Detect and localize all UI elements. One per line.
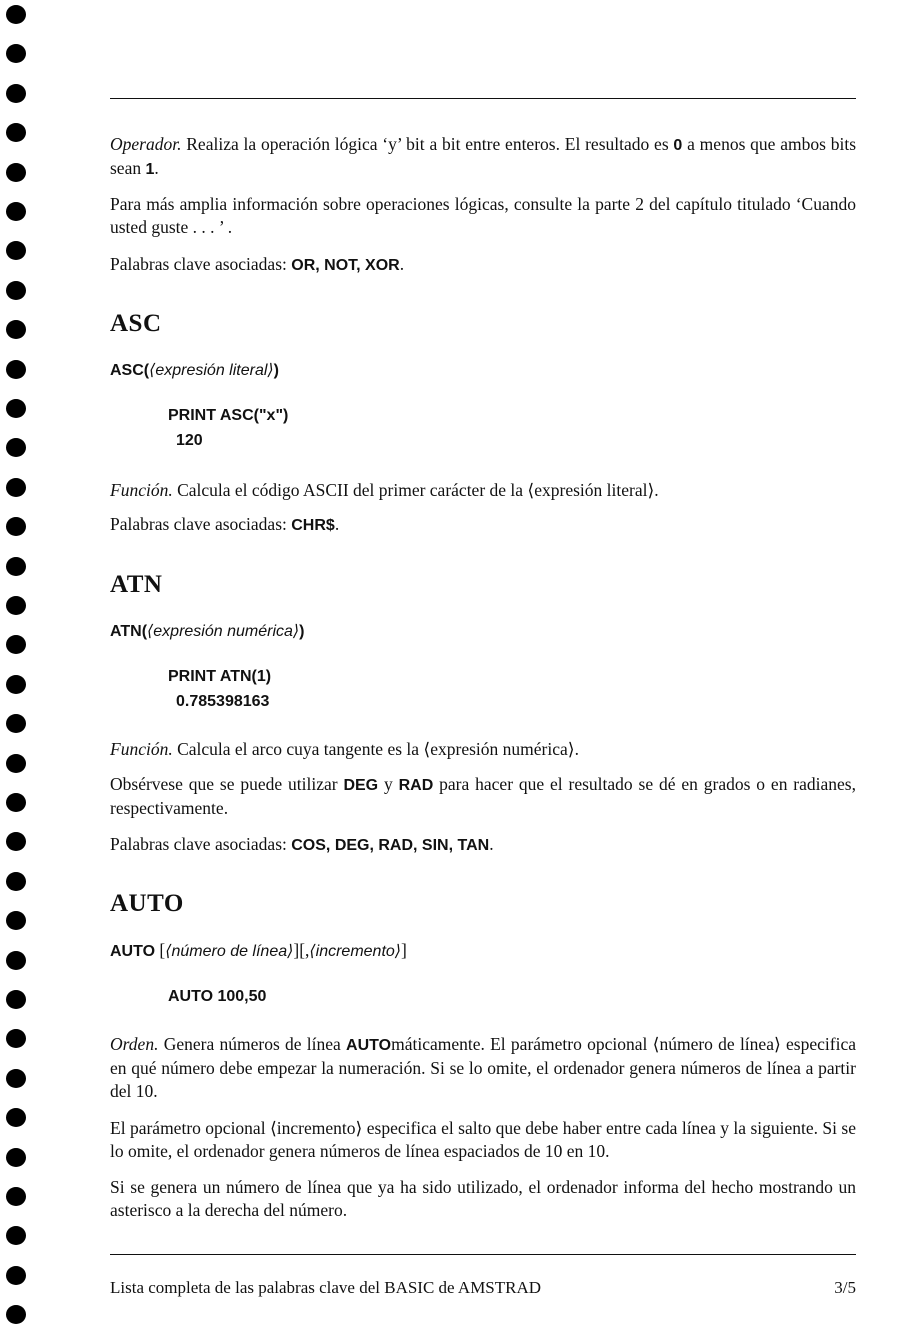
footer-title: Lista completa de las palabras clave del BASIC de AMSTRAD bbox=[110, 1278, 542, 1297]
binder-hole bbox=[6, 832, 26, 851]
binder-hole bbox=[6, 1266, 26, 1285]
section-heading-asc: ASC bbox=[110, 310, 162, 337]
binder-hole bbox=[6, 399, 26, 418]
binder-hole bbox=[6, 635, 26, 654]
atn-syntax: ATN(⟨expresión numérica⟩) bbox=[110, 623, 305, 640]
binder-hole bbox=[6, 438, 26, 457]
binder-hole bbox=[6, 123, 26, 142]
asc-code-example: PRINT ASC("x") bbox=[168, 407, 289, 424]
keyword-one: 1 bbox=[145, 161, 155, 178]
document-page bbox=[110, 0, 856, 1334]
and-related-keywords: Palabras clave asociadas: OR, NOT, XOR. bbox=[110, 254, 405, 274]
binder-hole bbox=[6, 1148, 26, 1167]
binder-hole bbox=[6, 360, 26, 379]
binder-hole bbox=[6, 557, 26, 576]
binder-hole bbox=[6, 872, 26, 891]
auto-code-example: AUTO 100,50 bbox=[168, 988, 267, 1005]
atn-function-description: Función. Calcula el arco cuya tangente es la ⟨expresión numérica⟩. bbox=[110, 739, 579, 759]
atn-code-example: PRINT ATN(1) bbox=[168, 668, 272, 685]
binder-hole bbox=[6, 596, 26, 615]
binder-hole bbox=[6, 793, 26, 812]
binder-hole bbox=[6, 84, 26, 103]
binder-hole bbox=[6, 163, 26, 182]
binder-hole bbox=[6, 5, 26, 24]
binder-hole bbox=[6, 281, 26, 300]
section-heading-auto: AUTO bbox=[110, 890, 184, 917]
binder-hole bbox=[6, 1226, 26, 1245]
atn-code-output: 0.785398163 bbox=[176, 693, 270, 710]
binder-hole bbox=[6, 675, 26, 694]
binder-hole bbox=[6, 1069, 26, 1088]
asc-code-output: 120 bbox=[176, 432, 203, 449]
binder-hole bbox=[6, 478, 26, 497]
auto-increment-paragraph: El parámetro opcional ⟨incremento⟩ especifica el salto que debe haber entre cada línea y la siguiente. Si se lo omite, el ordenador genera números de línea espaciados de 10 en 10. bbox=[110, 1118, 856, 1161]
binder-hole bbox=[6, 911, 26, 930]
atn-related-keywords: Palabras clave asociadas: COS, DEG, RAD, SIN, TAN. bbox=[110, 834, 494, 854]
binder-hole bbox=[6, 1187, 26, 1206]
binder-hole bbox=[6, 951, 26, 970]
auto-order-description: Orden. Genera números de línea AUTOmáticamente. El parámetro opcional ⟨número de línea⟩ especifica en qué número debe empezar la numeración. Si se lo omite, el ordenador genera números de línea a partir del 10. bbox=[110, 1034, 856, 1101]
role-label: Operador. bbox=[110, 134, 182, 154]
page-number: 3/5 bbox=[834, 1278, 856, 1297]
bottom-rule bbox=[110, 1254, 856, 1255]
binder-hole bbox=[6, 241, 26, 260]
logic-info-paragraph: Para más amplia información sobre operaciones lógicas, consulte la parte 2 del capítulo titulado ‘Cuando usted guste . . . ’ . bbox=[110, 194, 856, 237]
binder-hole bbox=[6, 714, 26, 733]
binder-hole bbox=[6, 517, 26, 536]
and-operator-description: Operador. Realiza la operación lógica ‘y’ bit a bit entre enteros. El resultado es 0 a menos que ambos bits sean 1. bbox=[110, 134, 856, 178]
binder-hole bbox=[6, 754, 26, 773]
binder-holes bbox=[0, 0, 40, 1334]
binder-hole bbox=[6, 1029, 26, 1048]
top-rule bbox=[110, 98, 856, 99]
binder-hole bbox=[6, 990, 26, 1009]
section-heading-atn: ATN bbox=[110, 571, 163, 598]
binder-hole bbox=[6, 1305, 26, 1324]
binder-hole bbox=[6, 202, 26, 221]
asc-function-description: Función. Calcula el código ASCII del primer carácter de la ⟨expresión literal⟩. bbox=[110, 480, 659, 500]
auto-duplicate-paragraph: Si se genera un número de línea que ya ha sido utilizado, el ordenador informa del hecho mostrando un asterisco a la derecha del número. bbox=[110, 1177, 856, 1220]
asc-related-keywords: Palabras clave asociadas: CHR$. bbox=[110, 514, 340, 534]
binder-hole bbox=[6, 1108, 26, 1127]
auto-syntax: AUTO [⟨número de línea⟩][,⟨incremento⟩] bbox=[110, 940, 407, 960]
asc-syntax: ASC(⟨expresión literal⟩) bbox=[110, 362, 279, 379]
keyword-zero: 0 bbox=[673, 137, 683, 154]
keyword-list: OR, NOT, XOR bbox=[291, 257, 400, 274]
atn-deg-rad-note: Obsérvese que se puede utilizar DEG y RAD para hacer que el resultado se dé en grados o en radianes, respectivamente. bbox=[110, 774, 856, 818]
binder-hole bbox=[6, 320, 26, 339]
binder-hole bbox=[6, 44, 26, 63]
